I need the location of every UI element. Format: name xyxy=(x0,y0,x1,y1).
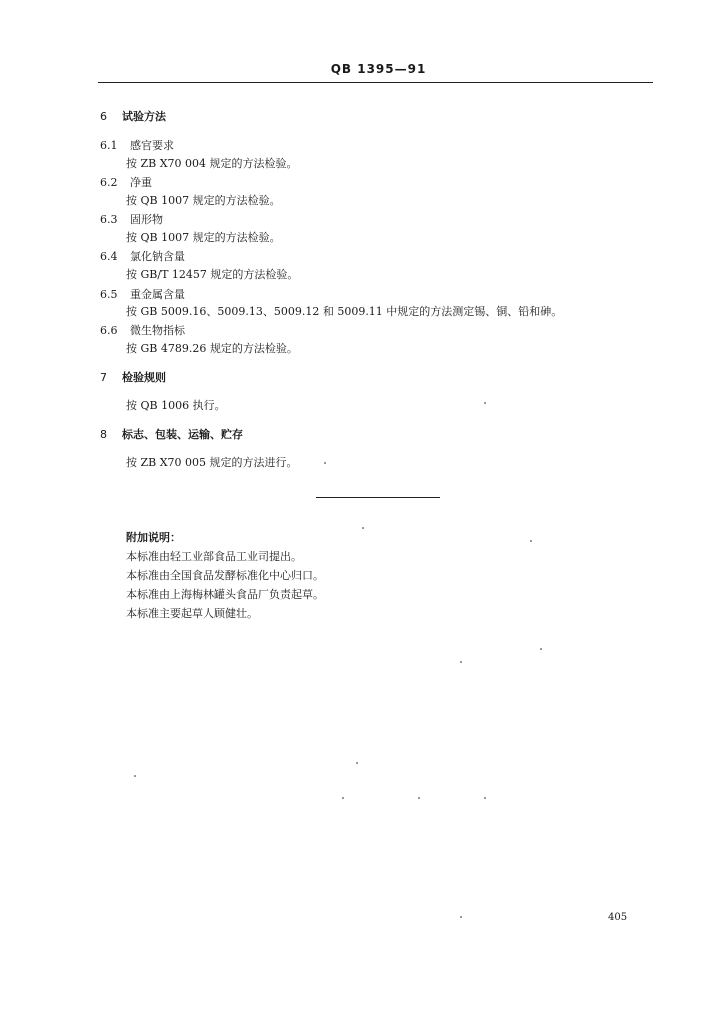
subsection-number: 6.4 xyxy=(100,250,118,263)
subsection-6-3-heading xyxy=(100,213,163,227)
subsection-title: 氯化钠含量 xyxy=(130,250,185,263)
notes-title: 附加说明： xyxy=(126,531,181,544)
scan-speck xyxy=(324,462,326,464)
section-7-heading xyxy=(100,371,166,385)
end-divider xyxy=(316,497,440,498)
scan-speck xyxy=(418,797,420,799)
scan-speck xyxy=(460,916,462,918)
section-8-text: 按 ZB X70 005 规定的方法进行。 xyxy=(126,456,298,469)
page-number: 405 xyxy=(608,912,628,923)
subsection-6-6-heading xyxy=(100,324,185,338)
subsection-number: 6.5 xyxy=(100,288,118,301)
section-number: 6 xyxy=(100,110,107,123)
section-7-text: 按 QB 1006 执行。 xyxy=(126,399,226,412)
subsection-title: 感官要求 xyxy=(130,139,174,152)
header-rule xyxy=(98,82,653,83)
scan-speck xyxy=(540,648,542,650)
scan-speck xyxy=(460,661,462,663)
note-line: 本标准由轻工业部食品工业司提出。 xyxy=(126,550,302,563)
standard-code: QB 1395—91 xyxy=(330,62,427,76)
subsection-number: 6.1 xyxy=(100,139,118,152)
subsection-6-3-text: 按 QB 1007 规定的方法检验。 xyxy=(126,231,281,244)
scan-speck xyxy=(356,762,358,764)
note-line: 本标准由上海梅林罐头食品厂负责起草。 xyxy=(126,588,324,601)
subsection-number: 6.3 xyxy=(100,213,118,226)
section-8-heading xyxy=(100,428,243,442)
subsection-6-1-text: 按 ZB X70 004 规定的方法检验。 xyxy=(126,157,298,170)
section-6-heading xyxy=(100,110,166,124)
subsection-number: 6.2 xyxy=(100,176,118,189)
subsection-title: 净重 xyxy=(130,176,152,189)
subsection-6-2-heading xyxy=(100,176,152,190)
subsection-number: 6.6 xyxy=(100,324,118,337)
section-number: 7 xyxy=(100,371,107,384)
scan-speck xyxy=(484,402,486,404)
subsection-6-6-text: 按 GB 4789.26 规定的方法检验。 xyxy=(126,342,298,355)
note-line: 本标准主要起草人顾健壮。 xyxy=(126,607,258,620)
subsection-6-4-text: 按 GB/T 12457 规定的方法检验。 xyxy=(126,268,299,281)
scan-speck xyxy=(484,797,486,799)
subsection-title: 重金属含量 xyxy=(130,288,185,301)
subsection-6-5-heading xyxy=(100,288,185,302)
subsection-6-4-heading xyxy=(100,250,185,264)
section-title: 检验规则 xyxy=(122,371,166,384)
subsection-6-5-text: 按 GB 5009.16、5009.13、5009.12 和 5009.11 中规定的方法测定锡、铜、铅和砷。 xyxy=(126,305,563,318)
scan-speck xyxy=(362,527,364,529)
subsection-6-1-heading xyxy=(100,139,174,153)
section-title: 标志、包装、运输、贮存 xyxy=(122,428,243,441)
subsection-title: 微生物指标 xyxy=(130,324,185,337)
section-number: 8 xyxy=(100,428,107,441)
note-line: 本标准由全国食品发酵标准化中心归口。 xyxy=(126,569,324,582)
scan-speck xyxy=(530,540,532,542)
subsection-title: 固形物 xyxy=(130,213,163,226)
subsection-6-2-text: 按 QB 1007 规定的方法检验。 xyxy=(126,194,281,207)
section-title: 试验方法 xyxy=(122,110,166,123)
scan-speck xyxy=(342,797,344,799)
scan-speck xyxy=(134,775,136,777)
